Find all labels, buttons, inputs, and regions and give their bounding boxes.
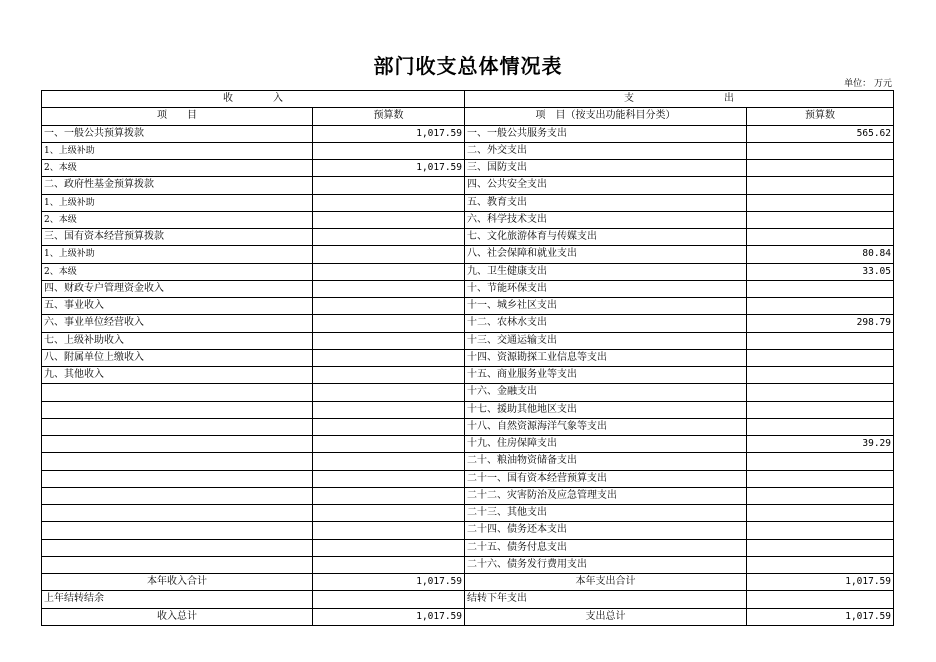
table-row [42, 194, 894, 211]
income-item-cell[interactable]: 2、本级 [42, 160, 313, 177]
expense-item-cell[interactable]: 二十五、债务付息支出 [465, 539, 747, 556]
expense-item-cell[interactable]: 一、一般公共服务支出 [465, 125, 747, 142]
income-item-cell[interactable] [42, 401, 313, 418]
year-income-label[interactable]: 本年收入合计 [42, 574, 313, 591]
expense-value-cell[interactable] [747, 367, 894, 384]
table-row [42, 246, 894, 263]
expense-value-cell[interactable] [747, 470, 894, 487]
income-item-cell[interactable]: 七、上级补助收入 [42, 332, 313, 349]
year-expense-label[interactable]: 本年支出合计 [465, 574, 747, 591]
table-row [42, 160, 894, 177]
year-total-row [42, 574, 894, 591]
income-value-cell[interactable] [313, 315, 465, 332]
income-item-cell[interactable] [42, 539, 313, 556]
expense-value-cell[interactable] [747, 142, 894, 159]
expense-item-cell[interactable]: 十三、交通运输支出 [465, 332, 747, 349]
expense-value-cell[interactable]: 565.62 [747, 125, 894, 142]
expense-item-cell[interactable]: 四、公共安全支出 [465, 177, 747, 194]
income-value-cell[interactable] [313, 470, 465, 487]
income-value-cell[interactable] [313, 367, 465, 384]
table-row [42, 332, 894, 349]
expense-value-cell[interactable] [747, 160, 894, 177]
income-value-cell[interactable] [313, 539, 465, 556]
carry-out-value[interactable] [747, 591, 894, 608]
expense-budget-col-header[interactable]: 预算数 [747, 108, 894, 125]
expense-value-cell[interactable] [747, 211, 894, 228]
income-value-cell[interactable] [313, 211, 465, 228]
expense-total-label[interactable]: 支出总计 [465, 608, 747, 625]
table-row [42, 522, 894, 539]
column-header-row [42, 108, 894, 125]
expense-item-cell[interactable]: 二十六、债务发行费用支出 [465, 556, 747, 573]
income-value-cell[interactable] [313, 349, 465, 366]
expense-value-cell[interactable]: 39.29 [747, 436, 894, 453]
carry-out-label[interactable]: 结转下年支出 [465, 591, 747, 608]
unit-label: 单位： 万元 [844, 79, 892, 89]
income-value-cell[interactable] [313, 246, 465, 263]
income-item-cell[interactable]: 四、财政专户管理资金收入 [42, 280, 313, 297]
income-section-header[interactable]: 收 入 [42, 91, 465, 108]
income-value-cell[interactable] [313, 401, 465, 418]
income-value-cell[interactable] [313, 384, 465, 401]
income-item-cell[interactable]: 1、上级补助 [42, 246, 313, 263]
income-item-cell[interactable]: 六、事业单位经营收入 [42, 315, 313, 332]
income-value-cell[interactable] [313, 522, 465, 539]
income-item-cell[interactable] [42, 556, 313, 573]
income-total-value[interactable]: 1,017.59 [313, 608, 465, 625]
expense-value-cell[interactable] [747, 539, 894, 556]
expense-item-cell[interactable]: 十五、商业服务业等支出 [465, 367, 747, 384]
expense-item-cell[interactable]: 六、科学技术支出 [465, 211, 747, 228]
carry-row [42, 591, 894, 608]
income-value-cell[interactable]: 1,017.59 [313, 125, 465, 142]
table-row [42, 418, 894, 435]
expense-value-cell[interactable] [747, 487, 894, 504]
income-item-cell[interactable] [42, 453, 313, 470]
table-row [42, 436, 894, 453]
page-title: 部门收支总体情况表 [373, 54, 563, 78]
expense-item-cell[interactable]: 五、教育支出 [465, 194, 747, 211]
expense-item-cell[interactable]: 二十一、国有资本经营预算支出 [465, 470, 747, 487]
income-value-cell[interactable] [313, 142, 465, 159]
expense-value-cell[interactable] [747, 556, 894, 573]
table-row [42, 470, 894, 487]
budget-table [41, 90, 894, 626]
table-row [42, 556, 894, 573]
expense-value-cell[interactable]: 80.84 [747, 246, 894, 263]
expense-value-cell[interactable] [747, 332, 894, 349]
income-budget-col-header[interactable]: 预算数 [313, 108, 465, 125]
income-item-cell[interactable] [42, 487, 313, 504]
expense-value-cell[interactable] [747, 522, 894, 539]
expense-value-cell[interactable]: 33.05 [747, 263, 894, 280]
income-value-cell[interactable] [313, 280, 465, 297]
carry-in-label[interactable]: 上年结转结余 [42, 591, 313, 608]
income-item-cell[interactable]: 2、本级 [42, 263, 313, 280]
income-value-cell[interactable] [313, 436, 465, 453]
expense-value-cell[interactable] [747, 453, 894, 470]
expense-value-cell[interactable] [747, 349, 894, 366]
expense-value-cell[interactable]: 298.79 [747, 315, 894, 332]
income-item-cell[interactable]: 2、本级 [42, 211, 313, 228]
expense-item-cell[interactable]: 二十三、其他支出 [465, 505, 747, 522]
table-row [42, 384, 894, 401]
income-value-cell[interactable] [313, 229, 465, 246]
table-row [42, 211, 894, 228]
expense-item-cell[interactable]: 二十、粮油物资储备支出 [465, 453, 747, 470]
expense-item-cell[interactable]: 二十四、债务还本支出 [465, 522, 747, 539]
expense-value-cell[interactable] [747, 298, 894, 315]
income-item-cell[interactable]: 1、上级补助 [42, 194, 313, 211]
income-value-cell[interactable] [313, 177, 465, 194]
income-total-label[interactable]: 收入总计 [42, 608, 313, 625]
expense-item-cell[interactable]: 十九、住房保障支出 [465, 436, 747, 453]
table-row [42, 125, 894, 142]
expense-item-cell[interactable]: 二、外交支出 [465, 142, 747, 159]
year-expense-value[interactable]: 1,017.59 [747, 574, 894, 591]
income-value-cell[interactable] [313, 556, 465, 573]
income-value-cell[interactable] [313, 298, 465, 315]
data-rows [42, 125, 894, 574]
table-row [42, 315, 894, 332]
expense-item-cell[interactable]: 十、节能环保支出 [465, 280, 747, 297]
income-item-cell[interactable] [42, 384, 313, 401]
expense-item-cell[interactable]: 十七、援助其他地区支出 [465, 401, 747, 418]
income-value-cell[interactable] [313, 487, 465, 504]
income-item-cell[interactable]: 1、上级补助 [42, 142, 313, 159]
income-item-col-header[interactable]: 项 目 [42, 108, 313, 125]
expense-item-cell[interactable]: 八、社会保障和就业支出 [465, 246, 747, 263]
table-row [42, 142, 894, 159]
expense-value-cell[interactable] [747, 505, 894, 522]
expense-item-cell[interactable]: 十一、城乡社区支出 [465, 298, 747, 315]
table-row [42, 487, 894, 504]
table-row [42, 280, 894, 297]
expense-total-value[interactable]: 1,017.59 [747, 608, 894, 625]
expense-value-cell[interactable] [747, 384, 894, 401]
expense-item-cell[interactable]: 十八、自然资源海洋气象等支出 [465, 418, 747, 435]
table-row [42, 229, 894, 246]
table-row [42, 298, 894, 315]
expense-item-cell[interactable]: 十六、金融支出 [465, 384, 747, 401]
income-value-cell[interactable] [313, 194, 465, 211]
expense-item-cell[interactable]: 十二、农林水支出 [465, 315, 747, 332]
income-item-cell[interactable] [42, 505, 313, 522]
table-row [42, 401, 894, 418]
income-item-cell[interactable]: 九、其他收入 [42, 367, 313, 384]
table-row [42, 349, 894, 366]
expense-item-cell[interactable]: 三、国防支出 [465, 160, 747, 177]
income-value-cell[interactable] [313, 453, 465, 470]
income-item-cell[interactable] [42, 418, 313, 435]
income-value-cell[interactable] [313, 418, 465, 435]
carry-in-value[interactable] [313, 591, 465, 608]
income-value-cell[interactable]: 1,017.59 [313, 160, 465, 177]
expense-value-cell[interactable] [747, 280, 894, 297]
expense-value-cell[interactable] [747, 401, 894, 418]
table-row [42, 177, 894, 194]
table-row [42, 539, 894, 556]
income-item-cell[interactable]: 五、事业收入 [42, 298, 313, 315]
expense-item-cell[interactable]: 七、文化旅游体育与传媒支出 [465, 229, 747, 246]
grand-total-row [42, 608, 894, 625]
expense-item-col-header[interactable]: 项 目（按支出功能科目分类） [465, 108, 747, 125]
year-income-value[interactable]: 1,017.59 [313, 574, 465, 591]
expense-section-header[interactable]: 支 出 [465, 91, 894, 108]
income-value-cell[interactable] [313, 332, 465, 349]
expense-value-cell[interactable] [747, 229, 894, 246]
expense-item-cell[interactable]: 九、卫生健康支出 [465, 263, 747, 280]
expense-value-cell[interactable] [747, 177, 894, 194]
table-row [42, 505, 894, 522]
expense-item-cell[interactable]: 二十二、灾害防治及应急管理支出 [465, 487, 747, 504]
table-row [42, 367, 894, 384]
income-item-cell[interactable] [42, 436, 313, 453]
income-item-cell[interactable] [42, 522, 313, 539]
income-item-cell[interactable] [42, 470, 313, 487]
income-value-cell[interactable] [313, 505, 465, 522]
income-value-cell[interactable] [313, 263, 465, 280]
table-row [42, 263, 894, 280]
expense-item-cell[interactable]: 十四、资源勘探工业信息等支出 [465, 349, 747, 366]
section-header-row [42, 91, 894, 108]
expense-value-cell[interactable] [747, 418, 894, 435]
income-item-cell[interactable]: 八、附属单位上缴收入 [42, 349, 313, 366]
expense-value-cell[interactable] [747, 194, 894, 211]
income-item-cell[interactable]: 二、政府性基金预算拨款 [42, 177, 313, 194]
table-row [42, 453, 894, 470]
income-item-cell[interactable]: 一、一般公共预算拨款 [42, 125, 313, 142]
income-item-cell[interactable]: 三、国有资本经营预算拨款 [42, 229, 313, 246]
